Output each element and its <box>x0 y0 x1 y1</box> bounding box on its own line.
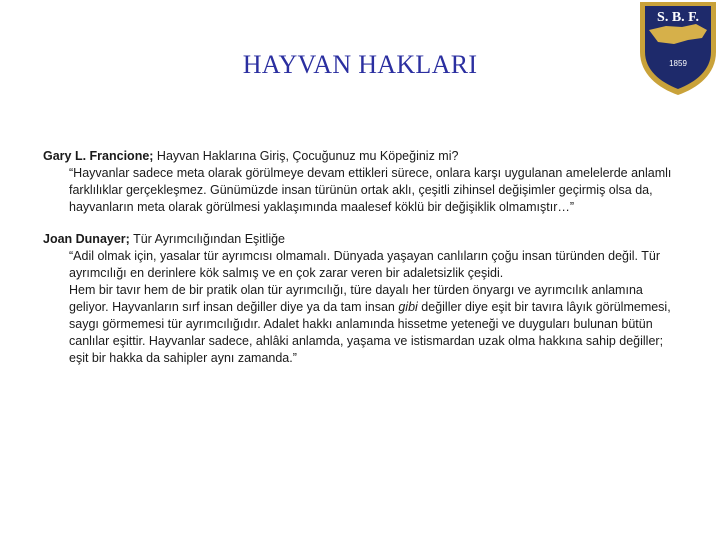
quote-text: Hem bir tavır hem de bir pratik olan tür ayrımcılığı, türe dayalı her türden önyargı ve ayrımcılık anlamına geliyor. Hayvanların sırf insan değiller diye ya da tam insan <box>69 283 643 314</box>
svg-text:1859: 1859 <box>669 59 687 68</box>
entry-quote: “Adil olmak için, yasalar tür ayrımcısı olmamalı. Dünyada yaşayan canlıların çoğu insan türünden değil. Tür ayrımcılığı en derinlere kök salmış ve en çok zarar veren bir adaletsizlik çeşidi. <box>69 249 661 280</box>
slide-title: HAYVAN HAKLARI <box>242 50 478 79</box>
entry-quote <box>69 282 683 367</box>
sbf-logo <box>636 0 720 96</box>
entry-work: Tür Ayrımcılığından Eşitliğe <box>129 232 286 246</box>
spacer <box>43 216 683 231</box>
quote-text: değiller diye eşit bir tavıra lâyık görülmemesi, saygı görmemesi tür ayrımcılığıdır. Adalet hakkı anlamında hissetme yeteneği ve duyguları bulunan bütün canlılar eşittir. Hayvanlar sadece, ahlâki anlamda, yaşama ve istismardan uzak olma hakkına sahip değiller; eşit bir hakka da sahipler aynı zamanda.” <box>69 300 671 365</box>
entry-heading <box>43 148 683 165</box>
entry-quote: “Hayvanlar sadece meta olarak görülmeye devam ettikleri sürece, onlara karşı uygulanan amelelerde anlamlı farklılıklar gerçekleşmez. Günümüzde insan türünün ortak aklı, çeşitli zihinsel değişimler geçirmiş olsa da, hayvanların meta olarak görülmesi yaklaşımında maalesef köklü bir değişiklik olmamıştır…” <box>69 166 672 214</box>
quote-emphasis: gibi <box>398 300 418 314</box>
entry-work: Hayvan Haklarına Giriş, Çocuğunuz mu Köpeğiniz mi? <box>153 149 459 163</box>
entry-author: Gary L. Francione; <box>43 149 154 163</box>
entry-heading <box>43 231 683 248</box>
svg-text:S. B. F.: S. B. F. <box>657 10 699 25</box>
sbf-shield-icon <box>636 0 720 96</box>
quotes-content <box>43 148 683 367</box>
entry-author: Joan Dunayer; <box>43 232 130 246</box>
